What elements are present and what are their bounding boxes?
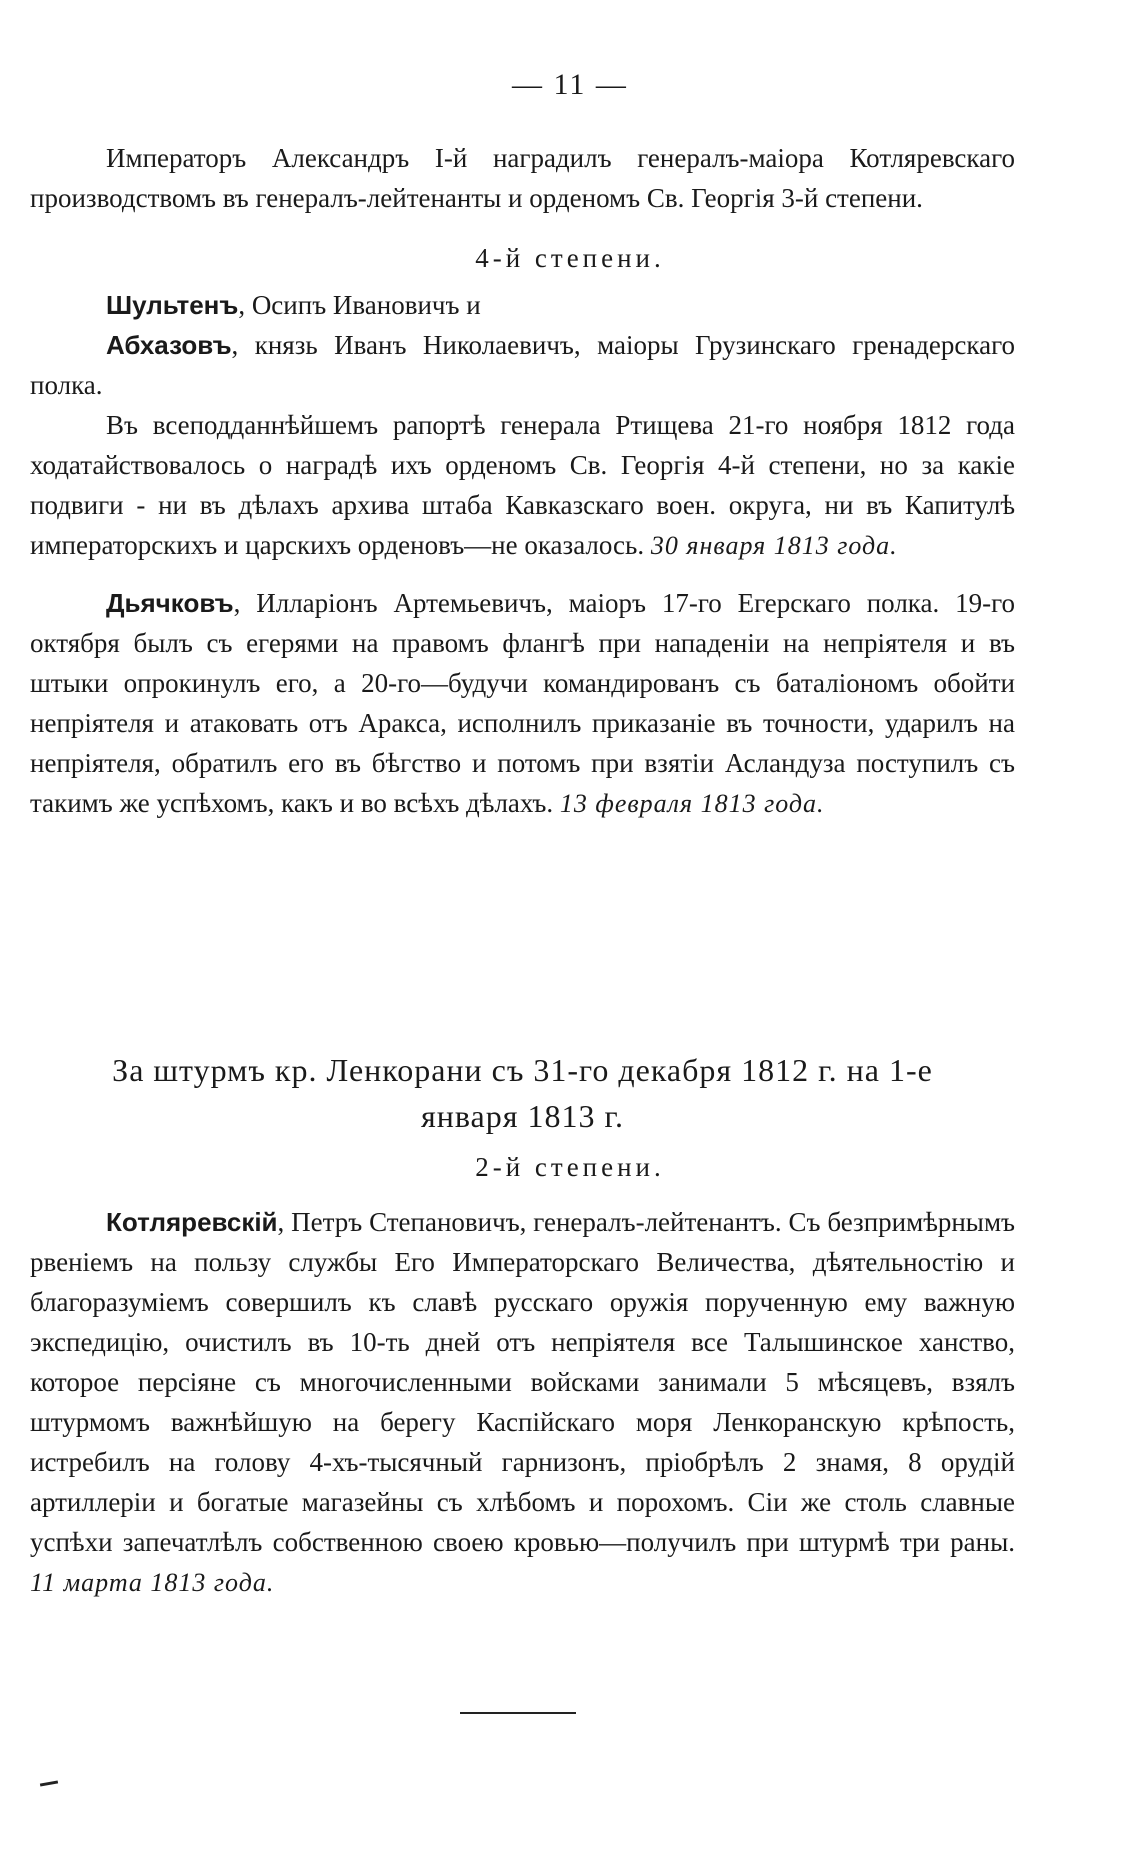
entries-block-1 — [30, 285, 1015, 566]
section-title — [30, 1047, 1015, 1139]
degree-heading-2: 2-й степени. — [475, 1152, 665, 1182]
entry-dyachkov — [30, 583, 1015, 824]
entry-name: Дьячковъ — [106, 588, 234, 618]
entry-text: , Илларіонъ Артемьевичъ, маіоръ 17-го Егерскаго полка. 19-го октября былъ съ егерями на правомъ флангѣ при нападеніи на непріятеля и въ штыки опрокинулъ его, а 20-го—будучи командированъ съ баталіономъ обойти непріятеля и атаковать отъ Аракса, исполнилъ приказаніе въ точности, ударилъ на непріятеля, обратилъ его въ бѣгство и потомъ при взятіи Асландуза поступилъ съ такимъ же успѣхомъ, какъ и во всѣхъ дѣлахъ. — [30, 588, 1015, 818]
page-number: — 11 — — [512, 68, 628, 101]
section-title-line-1: За штурмъ кр. Ленкорани съ 31-го декабря 1812 г. на 1-е — [112, 1052, 933, 1088]
entry-name: Котляревскій — [106, 1207, 278, 1237]
entry-schulten — [30, 285, 1015, 325]
print-speck — [40, 1780, 58, 1786]
entries-block-3 — [30, 1202, 1015, 1603]
entry-kotlyarevsky — [30, 1202, 1015, 1603]
intro-paragraph — [30, 138, 1015, 218]
entries-block-2 — [30, 583, 1015, 824]
entry-text: , Петръ Степановичъ, генералъ-лейтенантъ. Съ безпримѣрнымъ рвеніемъ на пользу службы Его Императорскаго Величества, дѣятельностію и благоразуміемъ совершилъ къ славѣ русскаго оружія порученную ему важную экспедицію, очистилъ въ 10-ть дней отъ непріятеля все Талышинское ханство, которое персіяне съ многочисленными войсками занимали 5 мѣсяцевъ, взялъ штурмомъ важнѣйшую на берегу Каспійскаго моря Ленкоранскую крѣпость, истребилъ на голову 4-хъ-тысячный гарнизонъ, пріобрѣлъ 2 знамя, 8 орудій артиллеріи и богатые магазейны съ хлѣбомъ и порохомъ. Сіи же столь славные успѣхи запечатлѣлъ собственною своею кровью—получилъ при штурмѣ три раны. — [30, 1207, 1015, 1557]
entry-body: Въ всеподданнѣйшемъ рапортѣ генерала Ртищева 21-го ноября 1812 года ходатайствовалось о наградѣ ихъ орденомъ Св. Георгія 4-й степени, но за какіе подвиги - ни въ дѣлахъ архива штаба Кавказскаго воен. округа, ни въ Капитулѣ императорскихъ и царскихъ орденовъ—не оказалось. — [30, 410, 1015, 560]
entry-name: Шультенъ — [106, 290, 239, 320]
entry-text: , Осипъ Ивановичъ и — [238, 290, 481, 320]
entry-date: 11 марта 1813 года. — [30, 1568, 275, 1597]
entry-abkhazov-body — [30, 405, 1015, 566]
entry-text: , князь Иванъ Николаевичъ, маіоры Грузинскаго гренадерскаго полка. — [30, 330, 1015, 400]
degree-heading-4: 4-й степени. — [475, 243, 665, 273]
entry-date: 13 февраля 1813 года. — [559, 789, 825, 818]
section-title-line-2: января 1813 г. — [421, 1098, 624, 1134]
entry-date: 30 января 1813 года. — [650, 531, 898, 560]
entry-abkhazov — [30, 325, 1015, 405]
closing-rule — [460, 1712, 576, 1714]
entry-name: Абхазовъ — [106, 330, 232, 360]
intro-text: Императоръ Александръ I-й наградилъ генералъ-маіора Котляревскаго производствомъ въ генералъ-лейтенанты и орденомъ Св. Георгія 3-й степени. — [30, 143, 1015, 213]
